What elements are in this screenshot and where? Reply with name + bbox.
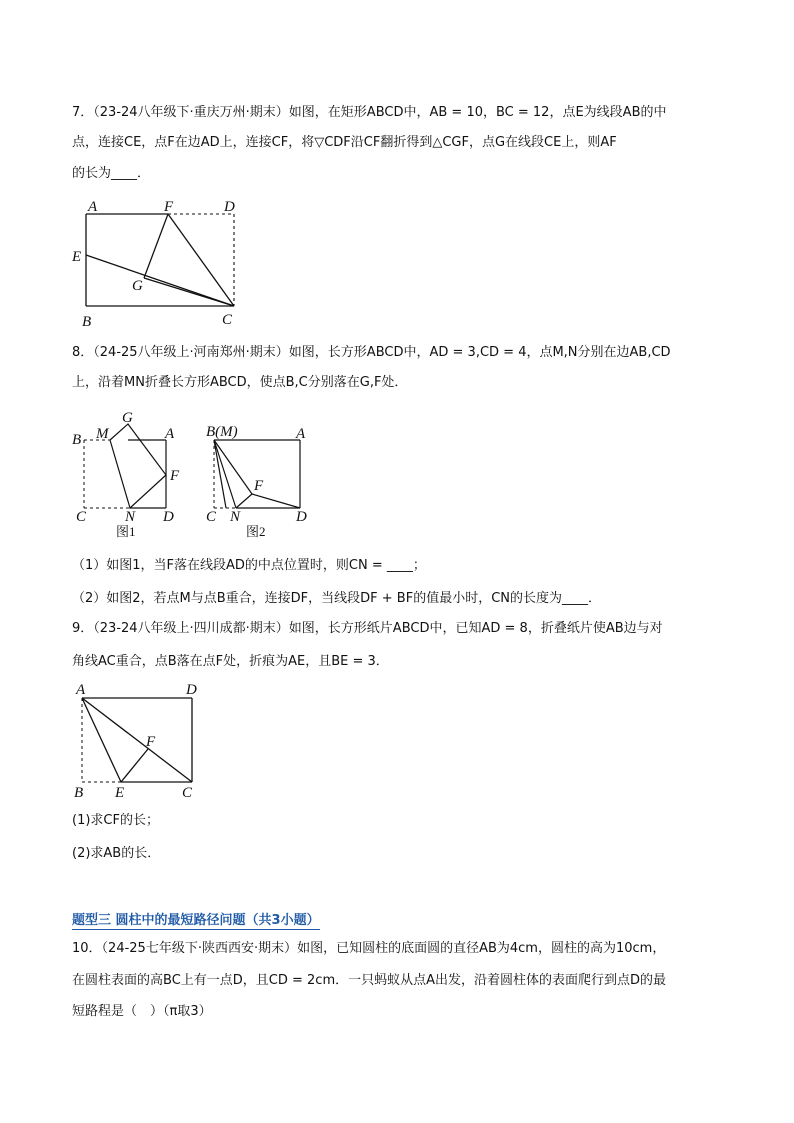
q8-fig1-label-b: B xyxy=(72,432,82,448)
q10-text-line-1: 10．（24-25七年级下·陕西西安·期末）如图，已知圆柱的底面圆的直径AB为4cm，圆柱的高为10cm， xyxy=(72,941,666,956)
q8-fig2-label-d: D xyxy=(296,509,307,525)
q9-label-b: B xyxy=(74,785,84,801)
q9-subquestion-1: (1)求CF的长； xyxy=(72,813,159,828)
q9-text-line-1: 9．（23-24八年级上·四川成都·期末）如图，长方形纸片ABCD中，已知AD = 8，折叠纸片使AB边与对 xyxy=(72,621,663,636)
q9-figure xyxy=(66,678,216,802)
q8-fig1-label-d: D xyxy=(163,509,174,525)
section-heading: 题型三 圆柱中的最短路径问题（共3小题） xyxy=(72,909,320,930)
q8-figure-2 xyxy=(200,408,320,540)
q8-fig2-label-c: C xyxy=(206,509,217,525)
q9-label-e: E xyxy=(115,785,125,801)
q10-text-line-3: 短路程是（ ）（π取3） xyxy=(72,1004,212,1019)
q8-fig1-label-m: M xyxy=(96,426,109,442)
q8-subquestion-2: （2）如图2，若点M与点B重合，连接DF，当线段DF + BF的值最小时，CN的长度为____． xyxy=(72,591,602,606)
q8-fig1-label-c: C xyxy=(76,509,87,525)
q8-subquestion-1: （1）如图1，当F落在线段AD的中点位置时，则CN = ____； xyxy=(72,558,426,573)
q7-text-line-3: 的长为____． xyxy=(72,166,151,181)
q7-label-a: A xyxy=(88,199,98,215)
q7-label-g: G xyxy=(132,278,143,294)
q9-label-d: D xyxy=(186,682,197,698)
q8-fig2-label-n: N xyxy=(230,509,241,525)
q8-fig2-label-bm: B(M) xyxy=(206,424,238,440)
q10-text-line-2: 在圆柱表面的高BC上有一点D，且CD = 2cm．一只蚂蚁从点A出发，沿着圆柱体的表面爬行到点D的最 xyxy=(72,973,667,988)
q8-fig1-label-n: N xyxy=(125,509,136,525)
q7-label-c: C xyxy=(222,312,233,328)
q7-label-f: F xyxy=(164,199,174,215)
q7-figure xyxy=(64,192,254,332)
q8-fig1-caption: 图1 xyxy=(116,524,136,539)
q7-label-d: D xyxy=(224,199,235,215)
q9-subquestion-2: (2)求AB的长． xyxy=(72,846,161,861)
q8-fig1-label-g: G xyxy=(122,410,133,426)
q9-label-f: F xyxy=(146,734,156,750)
q8-figure-1 xyxy=(70,408,190,540)
q9-label-a: A xyxy=(76,682,86,698)
q8-fig2-label-f: F xyxy=(254,478,264,494)
q8-fig1-label-f: F xyxy=(170,468,180,484)
q7-text-line-1: 7．（23-24八年级下·重庆万州·期末）如图，在矩形ABCD中，AB = 10，BC = 12，点E为线段AB的中 xyxy=(72,105,667,120)
q8-fig1-label-a: A xyxy=(165,426,175,442)
q7-label-e: E xyxy=(72,249,82,265)
q8-fig2-label-a: A xyxy=(296,426,306,442)
q9-label-c: C xyxy=(182,785,193,801)
q8-text-line-1: 8．（24-25八年级上·河南郑州·期末）如图，长方形ABCD中，AD = 3,CD = 4，点M,N分别在边AB,CD xyxy=(72,345,671,360)
q7-text-line-2: 点，连接CE，点F在边AD上，连接CF，将▽CDF沿CF翻折得到△CGF，点G在线段CE上，则AF xyxy=(72,135,617,150)
q8-fig2-caption: 图2 xyxy=(246,524,266,539)
q7-label-b: B xyxy=(82,314,92,330)
q8-text-line-2: 上，沿着MN折叠长方形ABCD，使点B,C分别落在G,F处． xyxy=(72,375,408,390)
q9-text-line-2: 角线AC重合，点B落在点F处，折痕为AE，且BE = 3． xyxy=(72,654,389,669)
